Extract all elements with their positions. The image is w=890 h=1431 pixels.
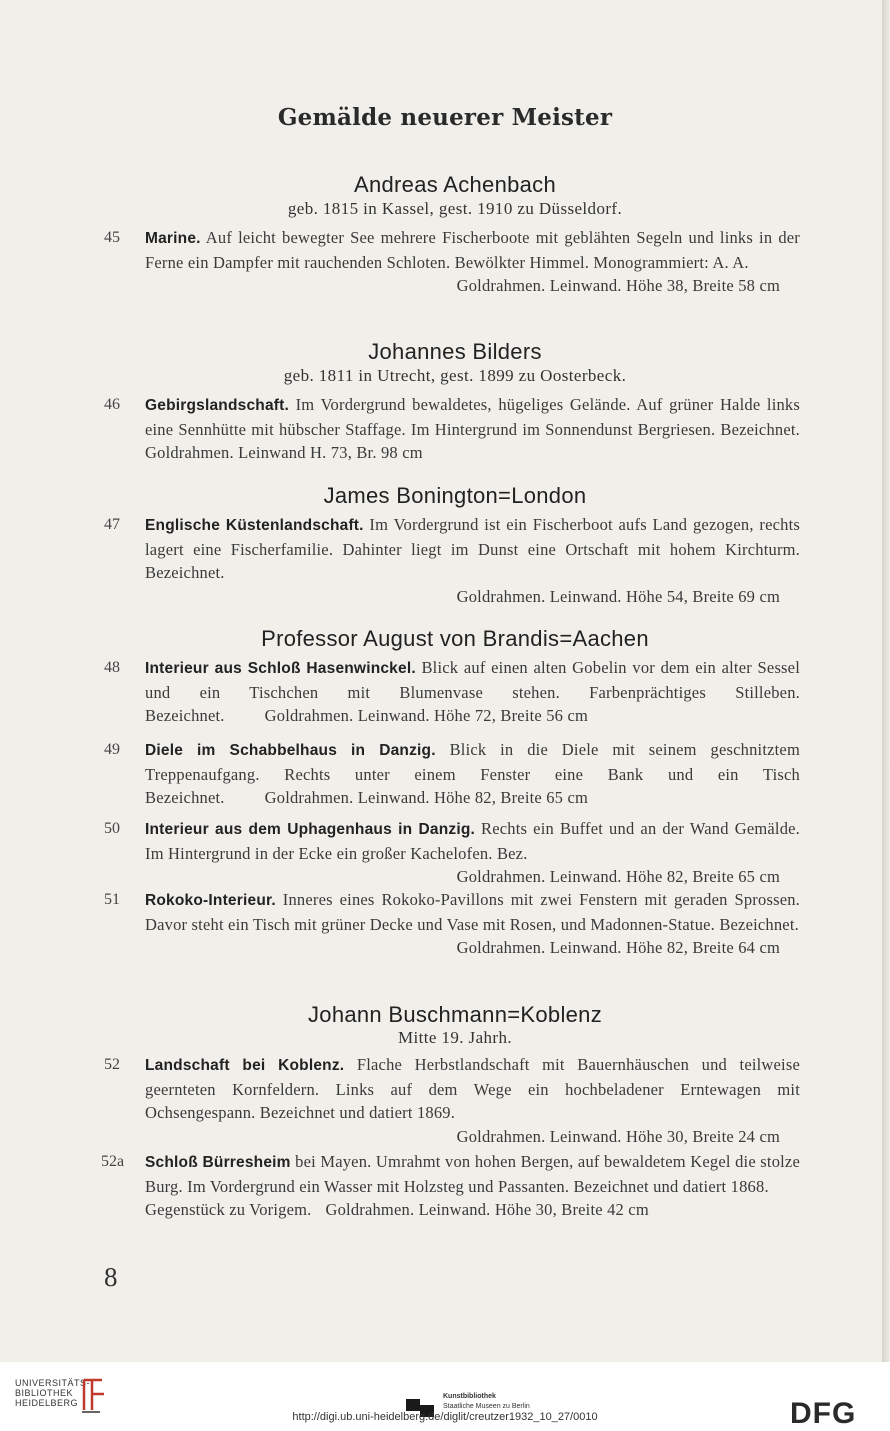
lot-description: bei Mayen. Umrahmt von hohen Bergen, auf bewaldetem Kegel die stolze Burg. Im Vordergrund ein Wasser mit Holzsteg und Passanten. Bezeichnet und datiert 1868. — [145, 1152, 800, 1196]
artist-life: Mitte 19. Jahrh. — [397, 1028, 513, 1047]
lot-pendant-note: Gegenstück zu Vorigem. — [145, 1200, 312, 1219]
lot-number: 45 — [104, 229, 120, 246]
source-url[interactable]: http://digi.ub.uni-heidelberg.de/diglit/creutzer1932_10_27/0010 — [292, 1411, 598, 1423]
artist-name: Andreas Achenbach — [353, 172, 557, 197]
kb-name: Kunstbibliothek — [443, 1393, 496, 1400]
lot-number: 50 — [104, 820, 120, 837]
lot-entry — [145, 1053, 800, 1148]
lot-specs: Goldrahmen. Leinwand. Höhe 54, Breite 69 cm — [456, 586, 780, 606]
lot-number: 52a — [101, 1153, 125, 1170]
lot-number: 51 — [104, 891, 120, 908]
lot-title: Diele im Schabbelhaus in Danzig. — [145, 742, 436, 759]
dfg-logo: DFG — [790, 1397, 857, 1430]
lot-entry — [145, 817, 800, 889]
artist-name: Johann Buschmann=Koblenz — [307, 1002, 603, 1027]
lot-description: Im Vordergrund ist ein Fischerboot aufs Land gezogen, rechts lagert eine Fischerfamilie. Dahinter liegt im Dunst eine Ortschaft mit hohem Kirchturm. Bezeichnet. — [145, 515, 800, 582]
lot-number: 48 — [104, 659, 120, 676]
lot-number: 52 — [104, 1056, 120, 1073]
lot-description: Rechts ein Buffet und an der Wand Gemälde. Im Hintergrund in der Ecke ein großer Kachelofen. Bez. — [145, 819, 800, 863]
lot-title: Schloß Bürresheim — [145, 1154, 291, 1171]
lot-specs: Goldrahmen. Leinwand. Höhe 30, Breite 24 cm — [456, 1126, 780, 1146]
lot-description: Blick in die Diele mit seinem geschnitztem Treppenaufgang. Rechts unter einem Fenster eine Bank und ein Tisch Bezeichnet. — [145, 740, 800, 807]
lot-entry — [145, 888, 800, 960]
lot-description: Auf leicht bewegter See mehrere Fischerboote mit geblähten Segeln und links in der Ferne ein Dampfer mit rauchenden Schloten. Bewölkter Himmel. Monogrammiert: A. A. — [145, 228, 800, 272]
lot-title: Rokoko-Interieur. — [145, 892, 276, 909]
lot-entry — [145, 1150, 800, 1222]
lot-description: Im Vordergrund bewaldetes, hügeliges Gelände. Auf grüner Halde links eine Sennhütte mit hübscher Staffage. Im Hintergrund im Sonnendunst Bergriesen. Bezeichnet. Goldrahmen. Leinwand H. 73, Br. 98 cm — [145, 395, 800, 462]
kunstbibliothek-label — [443, 1392, 530, 1412]
uni-logo-line: BIBLIOTHEK — [15, 1388, 74, 1398]
lot-title: Gebirgslandschaft. — [145, 397, 289, 414]
lot-title: Landschaft bei Koblenz. — [145, 1057, 345, 1074]
page-number: 8 — [104, 1262, 118, 1292]
lot-entry — [145, 656, 800, 728]
uni-logo-line: UNIVERSITÄTS- — [15, 1378, 91, 1388]
artist-life: geb. 1815 in Kassel, gest. 1910 zu Düsseldorf. — [287, 199, 623, 218]
lot-specs: Goldrahmen. Leinwand. Höhe 82, Breite 65 cm — [456, 867, 780, 886]
lot-specs: Goldrahmen. Leinwand. Höhe 38, Breite 58 cm — [456, 276, 780, 295]
lot-title: Interieur aus Schloß Hasenwinckel. — [145, 660, 416, 677]
lot-title: Interieur aus dem Uphagenhaus in Danzig. — [145, 821, 476, 838]
lot-specs: Goldrahmen. Leinwand. Höhe 82, Breite 64 cm — [456, 938, 780, 957]
lot-number: 46 — [104, 396, 120, 413]
lot-specs: Goldrahmen. Leinwand. Höhe 72, Breite 56 cm — [264, 706, 589, 725]
lot-description: Inneres eines Rokoko-Pavillons mit zwei Fenstern mit geraden Sprossen. Davor steht ein Tisch mit grüner Decke und Vase mit Rosen, und Madonnen-Statue. Bezeichnet. — [145, 890, 800, 934]
artist-name: James Bonington=London — [323, 483, 587, 508]
university-library-emblem-icon — [80, 1374, 108, 1414]
lot-title: Englische Küstenlandschaft. — [145, 517, 364, 534]
lot-description: Blick auf einen alten Gobelin vor dem ein alter Sessel und ein Tischchen mit Blumenvase stehen. Farbenprächtiges Stilleben. Bezeichnet. — [145, 658, 800, 725]
university-library-logo — [15, 1378, 90, 1408]
lot-entry — [145, 513, 800, 608]
artist-life: geb. 1811 in Utrecht, gest. 1899 zu Oosterbeck. — [283, 366, 627, 385]
uni-logo-line: HEIDELBERG — [15, 1398, 79, 1408]
lot-description: Flache Herbstlandschaft mit Bauernhäuschen und teilweise geernteten Kornfeldern. Links auf dem Wege ein hochbeladener Erntewagen mit Ochsengespann. Bezeichnet und datiert 1869. — [145, 1055, 800, 1122]
lot-number: 49 — [104, 741, 120, 758]
lot-entry — [145, 226, 800, 298]
lot-number: 47 — [104, 516, 120, 533]
lot-entry — [145, 738, 800, 810]
page-title: Gemälde neuerer Meister — [277, 104, 613, 131]
artist-name: Professor August von Brandis=Aachen — [261, 626, 649, 651]
lot-title: Marine. — [145, 230, 201, 247]
lot-entry — [145, 393, 800, 465]
lot-specs: Goldrahmen. Leinwand. Höhe 30, Breite 42 cm — [325, 1200, 649, 1219]
artist-name: Johannes Bilders — [368, 339, 542, 364]
lot-specs: Goldrahmen. Leinwand. Höhe 82, Breite 65 cm — [264, 788, 589, 807]
kb-subtitle: Staatliche Museen zu Berlin — [443, 1403, 530, 1410]
